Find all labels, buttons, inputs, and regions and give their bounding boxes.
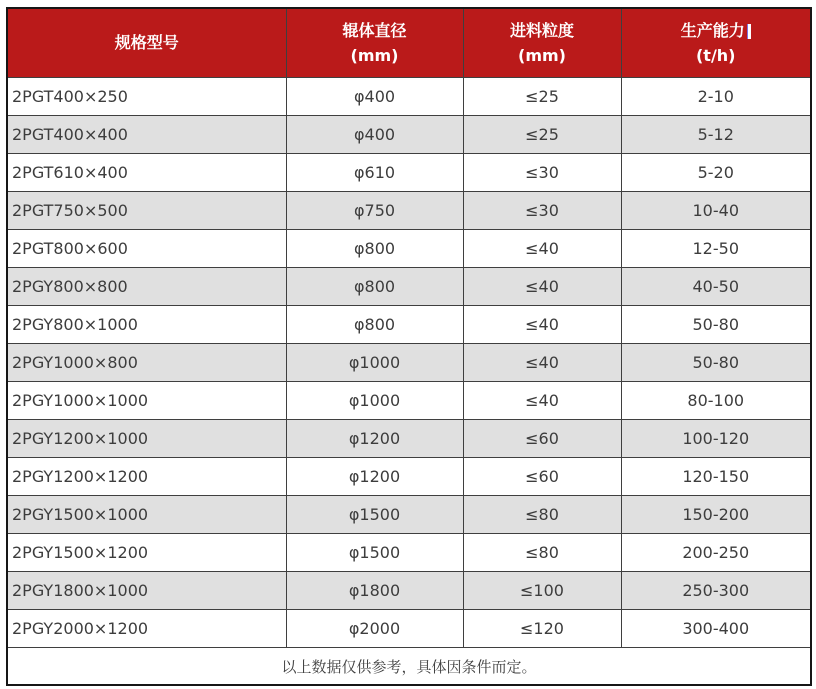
col-header-roller-diameter xyxy=(286,8,463,78)
spec-cell-feed-size: ≤40 xyxy=(463,382,621,420)
spec-cell-roller-diameter: φ1500 xyxy=(286,534,463,572)
spec-cell-capacity: 120-150 xyxy=(621,458,811,496)
table-footnote: 以上数据仅供参考，具体因条件而定。 xyxy=(7,648,811,686)
spec-cell-feed-size: ≤80 xyxy=(463,496,621,534)
table-row xyxy=(7,154,811,192)
spec-cell-model: 2PGY1800×1000 xyxy=(7,572,286,610)
spec-cell-model: 2PGT800×600 xyxy=(7,230,286,268)
spec-cell-roller-diameter: φ1500 xyxy=(286,496,463,534)
spec-cell-model: 2PGY1500×1000 xyxy=(7,496,286,534)
table-row xyxy=(7,496,811,534)
col-header-feed-size xyxy=(463,8,621,78)
spec-cell-roller-diameter: φ1000 xyxy=(286,382,463,420)
spec-cell-roller-diameter: φ800 xyxy=(286,230,463,268)
table-row xyxy=(7,78,811,116)
table-row xyxy=(7,268,811,306)
spec-cell-roller-diameter: φ1800 xyxy=(286,572,463,610)
spec-cell-feed-size: ≤60 xyxy=(463,420,621,458)
spec-cell-capacity: 2-10 xyxy=(621,78,811,116)
col-header-feed-size-label: 进料粒度 xyxy=(509,20,574,40)
col-header-model xyxy=(7,8,286,78)
header-row xyxy=(7,8,811,78)
table-row xyxy=(7,420,811,458)
table-row xyxy=(7,116,811,154)
spec-cell-model: 2PGY2000×1200 xyxy=(7,610,286,648)
spec-cell-roller-diameter: φ1000 xyxy=(286,344,463,382)
spec-cell-capacity: 300-400 xyxy=(621,610,811,648)
spec-cell-roller-diameter: φ610 xyxy=(286,154,463,192)
table-row xyxy=(7,610,811,648)
spec-cell-model: 2PGY800×1000 xyxy=(7,306,286,344)
spec-cell-model: 2PGY1200×1200 xyxy=(7,458,286,496)
spec-cell-capacity: 50-80 xyxy=(621,344,811,382)
spec-cell-capacity: 100-120 xyxy=(621,420,811,458)
footnote-row xyxy=(7,648,811,686)
col-header-roller-diameter-label: 辊体直径 xyxy=(342,20,407,40)
spec-cell-roller-diameter: φ750 xyxy=(286,192,463,230)
spec-cell-feed-size: ≤80 xyxy=(463,534,621,572)
table-row xyxy=(7,534,811,572)
spec-cell-capacity: 5-12 xyxy=(621,116,811,154)
spec-cell-feed-size: ≤25 xyxy=(463,116,621,154)
spec-cell-model: 2PGY800×800 xyxy=(7,268,286,306)
spec-cell-roller-diameter: φ1200 xyxy=(286,458,463,496)
spec-cell-roller-diameter: φ400 xyxy=(286,78,463,116)
table-row xyxy=(7,230,811,268)
spec-cell-feed-size: ≤30 xyxy=(463,154,621,192)
spec-cell-capacity: 5-20 xyxy=(621,154,811,192)
table-row xyxy=(7,572,811,610)
spec-cell-roller-diameter: φ800 xyxy=(286,268,463,306)
col-header-model-label: 规格型号 xyxy=(114,33,179,52)
spec-cell-roller-diameter: φ2000 xyxy=(286,610,463,648)
spec-table xyxy=(6,7,812,686)
spec-cell-roller-diameter: φ800 xyxy=(286,306,463,344)
spec-cell-capacity: 200-250 xyxy=(621,534,811,572)
spec-cell-roller-diameter: φ1200 xyxy=(286,420,463,458)
table-row xyxy=(7,382,811,420)
table-row xyxy=(7,192,811,230)
spec-cell-capacity: 12-50 xyxy=(621,230,811,268)
spec-cell-capacity: 40-50 xyxy=(621,268,811,306)
col-header-capacity-unit: (t/h) xyxy=(695,45,736,65)
spec-cell-feed-size: ≤40 xyxy=(463,230,621,268)
spec-cell-capacity: 80-100 xyxy=(621,382,811,420)
spec-cell-feed-size: ≤100 xyxy=(463,572,621,610)
spec-cell-feed-size: ≤40 xyxy=(463,344,621,382)
spec-cell-feed-size: ≤120 xyxy=(463,610,621,648)
spec-cell-capacity: 50-80 xyxy=(621,306,811,344)
spec-table-header xyxy=(7,8,811,78)
spec-cell-feed-size: ≤40 xyxy=(463,268,621,306)
col-header-capacity xyxy=(621,8,811,78)
spec-table-body xyxy=(7,78,811,648)
spec-cell-feed-size: ≤40 xyxy=(463,306,621,344)
spec-cell-model: 2PGY1000×1000 xyxy=(7,382,286,420)
table-row xyxy=(7,344,811,382)
spec-cell-model: 2PGY1000×800 xyxy=(7,344,286,382)
table-row xyxy=(7,306,811,344)
spec-cell-feed-size: ≤25 xyxy=(463,78,621,116)
spec-cell-roller-diameter: φ400 xyxy=(286,116,463,154)
spec-cell-model: 2PGT610×400 xyxy=(7,154,286,192)
spec-cell-capacity: 250-300 xyxy=(621,572,811,610)
col-header-feed-size-unit: (mm) xyxy=(518,45,566,65)
col-header-capacity-label: 生产能力 xyxy=(680,20,745,40)
spec-cell-feed-size: ≤30 xyxy=(463,192,621,230)
table-row xyxy=(7,458,811,496)
col-header-roller-diameter-unit: (mm) xyxy=(350,45,399,65)
spec-cell-feed-size: ≤60 xyxy=(463,458,621,496)
spec-table-footer xyxy=(7,648,811,686)
spec-cell-model: 2PGY1500×1200 xyxy=(7,534,286,572)
spec-cell-model: 2PGT400×250 xyxy=(7,78,286,116)
spec-cell-model: 2PGY1200×1000 xyxy=(7,420,286,458)
spec-cell-capacity: 10-40 xyxy=(621,192,811,230)
spec-cell-capacity: 150-200 xyxy=(621,496,811,534)
spec-cell-model: 2PGT750×500 xyxy=(7,192,286,230)
text-cursor-artifact xyxy=(747,24,751,39)
spec-cell-model: 2PGT400×400 xyxy=(7,116,286,154)
